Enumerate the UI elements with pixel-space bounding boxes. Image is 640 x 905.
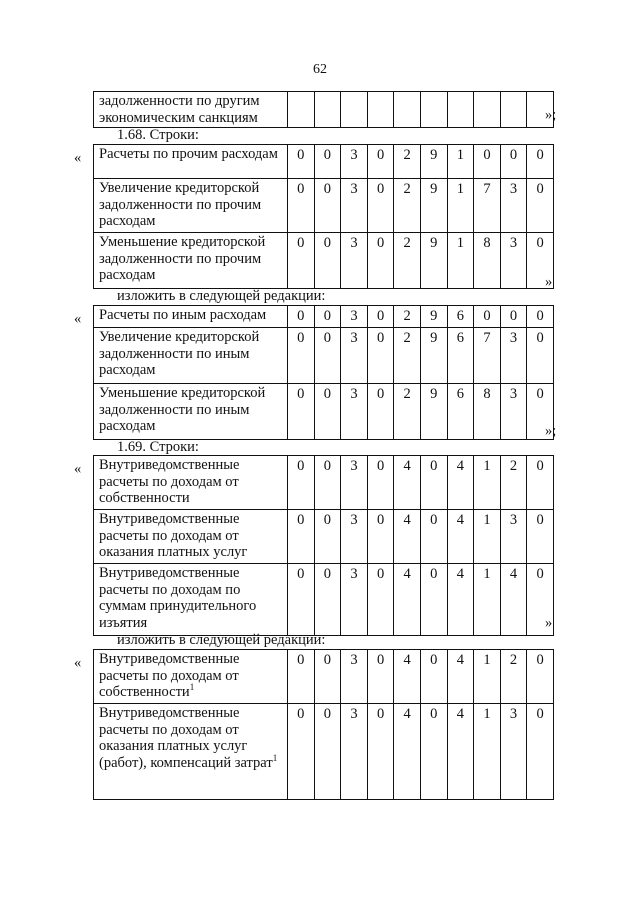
code-digit-cell: 4 bbox=[394, 510, 421, 564]
code-digit-cell: 0 bbox=[527, 650, 554, 704]
footnote-marker: 1 bbox=[189, 682, 195, 693]
code-digit-cell: 2 bbox=[500, 650, 527, 704]
code-digit-cell bbox=[367, 92, 394, 128]
row-label-text: Внутриведомственные расчеты по доходам от собственности bbox=[99, 457, 240, 506]
page-number: 62 bbox=[313, 62, 327, 77]
code-digit-cell: 1 bbox=[474, 704, 501, 800]
code-digit-cell: 0 bbox=[367, 179, 394, 233]
code-digit-cell: 0 bbox=[288, 145, 315, 179]
code-digit-cell: 1 bbox=[447, 233, 474, 289]
table-1-69-new bbox=[93, 649, 544, 800]
code-digit-cell: 4 bbox=[447, 704, 474, 800]
row-label bbox=[94, 704, 288, 800]
table-row bbox=[94, 456, 554, 510]
code-digit-cell: 1 bbox=[474, 564, 501, 636]
code-digit-cell: 2 bbox=[394, 145, 421, 179]
code-digit-cell: 4 bbox=[394, 704, 421, 800]
code-digit-cell: 0 bbox=[527, 384, 554, 440]
table bbox=[93, 649, 554, 800]
code-digit-cell: 0 bbox=[527, 145, 554, 179]
table-row bbox=[94, 233, 554, 289]
code-digit-cell: 0 bbox=[314, 179, 341, 233]
code-digit-cell: 1 bbox=[474, 456, 501, 510]
code-digit-cell: 3 bbox=[500, 510, 527, 564]
row-label-text: Внутриведомственные расчеты по доходам от собственности bbox=[99, 651, 240, 700]
code-digit-cell: 0 bbox=[314, 650, 341, 704]
table-top-fragment bbox=[93, 91, 544, 128]
row-label-text: Уменьшение кредиторской задолженности по иным расходам bbox=[99, 385, 266, 434]
table-row bbox=[94, 328, 554, 384]
row-label-text: Увеличение кредиторской задолженности по иным расходам bbox=[99, 329, 260, 378]
code-digit-cell: 0 bbox=[474, 145, 501, 179]
table bbox=[93, 455, 554, 636]
code-digit-cell: 3 bbox=[341, 564, 368, 636]
opening-quote: « bbox=[74, 461, 82, 477]
row-label-text: Внутриведомственные расчеты по доходам от оказания платных услуг (работ), компенсаций затрат bbox=[99, 705, 273, 771]
code-digit-cell: 3 bbox=[341, 179, 368, 233]
table-row bbox=[94, 510, 554, 564]
code-digit-cell: 0 bbox=[314, 328, 341, 384]
code-digit-cell: 4 bbox=[394, 456, 421, 510]
table-row bbox=[94, 384, 554, 440]
code-digit-cell: 1 bbox=[447, 145, 474, 179]
code-digit-cell: 0 bbox=[527, 233, 554, 289]
code-digit-cell: 0 bbox=[367, 145, 394, 179]
code-digit-cell: 9 bbox=[420, 233, 447, 289]
opening-quote: « bbox=[74, 655, 82, 671]
row-label bbox=[94, 564, 288, 636]
code-digit-cell: 0 bbox=[314, 704, 341, 800]
section-heading-1-68: 1.68. Строки: bbox=[117, 127, 199, 143]
table-1-68-new bbox=[93, 305, 544, 440]
code-digit-cell: 3 bbox=[500, 384, 527, 440]
code-digit-cell: 0 bbox=[367, 456, 394, 510]
code-digit-cell bbox=[420, 92, 447, 128]
code-digit-cell: 0 bbox=[367, 704, 394, 800]
row-label bbox=[94, 384, 288, 440]
code-digit-cell: 0 bbox=[527, 704, 554, 800]
code-digit-cell: 0 bbox=[288, 384, 315, 440]
code-digit-cell: 2 bbox=[394, 306, 421, 328]
code-digit-cell: 3 bbox=[341, 510, 368, 564]
code-digit-cell: 0 bbox=[314, 384, 341, 440]
code-digit-cell: 0 bbox=[367, 306, 394, 328]
code-digit-cell: 0 bbox=[288, 564, 315, 636]
code-digit-cell: 0 bbox=[500, 145, 527, 179]
code-digit-cell: 3 bbox=[500, 328, 527, 384]
code-digit-cell bbox=[314, 92, 341, 128]
section-heading-1-69: 1.69. Строки: bbox=[117, 439, 199, 455]
row-label-text: Внутриведомственные расчеты по доходам по суммам принудительного изъятия bbox=[99, 565, 257, 631]
row-label-text: Расчеты по прочим расходам bbox=[99, 146, 278, 162]
code-digit-cell: 0 bbox=[314, 510, 341, 564]
code-digit-cell: 0 bbox=[314, 456, 341, 510]
code-digit-cell: 2 bbox=[500, 456, 527, 510]
code-digit-cell: 0 bbox=[420, 564, 447, 636]
code-digit-cell: 9 bbox=[420, 179, 447, 233]
closing-quote: » bbox=[545, 274, 553, 290]
code-digit-cell: 9 bbox=[420, 145, 447, 179]
code-digit-cell: 4 bbox=[447, 510, 474, 564]
table-row bbox=[94, 650, 554, 704]
code-digit-cell: 0 bbox=[288, 233, 315, 289]
code-digit-cell bbox=[474, 92, 501, 128]
code-digit-cell: 3 bbox=[341, 704, 368, 800]
code-digit-cell: 3 bbox=[500, 179, 527, 233]
row-label bbox=[94, 510, 288, 564]
code-digit-cell: 0 bbox=[367, 650, 394, 704]
closing-quote: »; bbox=[545, 107, 557, 123]
code-digit-cell: 2 bbox=[394, 179, 421, 233]
row-label bbox=[94, 306, 288, 328]
code-digit-cell: 3 bbox=[341, 650, 368, 704]
closing-quote: »; bbox=[545, 423, 557, 439]
row-label bbox=[94, 456, 288, 510]
row-label bbox=[94, 145, 288, 179]
code-digit-cell: 1 bbox=[447, 179, 474, 233]
row-label-text: задолженности по другим экономическим санкциям bbox=[99, 93, 260, 126]
code-digit-cell: 0 bbox=[367, 564, 394, 636]
table-1-68-old bbox=[93, 144, 544, 289]
code-digit-cell: 0 bbox=[288, 510, 315, 564]
code-digit-cell: 9 bbox=[420, 328, 447, 384]
code-digit-cell: 3 bbox=[341, 306, 368, 328]
table bbox=[93, 91, 557, 128]
code-digit-cell: 1 bbox=[474, 510, 501, 564]
code-digit-cell: 2 bbox=[394, 384, 421, 440]
table-row bbox=[94, 306, 554, 328]
code-digit-cell: 3 bbox=[500, 704, 527, 800]
code-digit-cell: 0 bbox=[288, 456, 315, 510]
code-digit-cell: 9 bbox=[420, 306, 447, 328]
code-digit-cell: 0 bbox=[288, 179, 315, 233]
code-digit-cell: 0 bbox=[500, 306, 527, 328]
code-digit-cell: 6 bbox=[447, 384, 474, 440]
code-digit-cell: 0 bbox=[420, 650, 447, 704]
table-row bbox=[94, 704, 554, 800]
code-digit-cell: 4 bbox=[447, 456, 474, 510]
table-1-69-old bbox=[93, 455, 544, 636]
table-row bbox=[94, 179, 554, 233]
code-digit-cell: 3 bbox=[341, 456, 368, 510]
code-digit-cell: 3 bbox=[341, 145, 368, 179]
code-digit-cell: 3 bbox=[341, 233, 368, 289]
code-digit-cell: 0 bbox=[420, 704, 447, 800]
row-label bbox=[94, 179, 288, 233]
code-digit-cell: 0 bbox=[288, 650, 315, 704]
code-digit-cell: 0 bbox=[474, 306, 501, 328]
code-digit-cell: 9 bbox=[420, 384, 447, 440]
code-digit-cell: 0 bbox=[367, 233, 394, 289]
code-digit-cell: 0 bbox=[527, 456, 554, 510]
code-digit-cell: 0 bbox=[314, 233, 341, 289]
code-digit-cell: 4 bbox=[394, 564, 421, 636]
code-digit-cell: 0 bbox=[420, 510, 447, 564]
table-row bbox=[94, 564, 554, 636]
row-label-text: Уменьшение кредиторской задолженности по прочим расходам bbox=[99, 234, 266, 283]
code-digit-cell: 2 bbox=[394, 328, 421, 384]
code-digit-cell: 0 bbox=[314, 145, 341, 179]
code-digit-cell: 0 bbox=[367, 384, 394, 440]
code-digit-cell: 4 bbox=[447, 564, 474, 636]
code-digit-cell: 0 bbox=[527, 179, 554, 233]
row-label bbox=[94, 233, 288, 289]
code-digit-cell: 3 bbox=[341, 328, 368, 384]
closing-quote: » bbox=[545, 615, 553, 631]
code-digit-cell: 0 bbox=[288, 306, 315, 328]
table bbox=[93, 144, 554, 289]
row-label-text: Увеличение кредиторской задолженности по прочим расходам bbox=[99, 180, 262, 229]
code-digit-cell: 8 bbox=[474, 384, 501, 440]
code-digit-cell: 0 bbox=[288, 328, 315, 384]
code-digit-cell: 0 bbox=[527, 510, 554, 564]
code-digit-cell: 1 bbox=[474, 650, 501, 704]
code-digit-cell: 0 bbox=[367, 328, 394, 384]
code-digit-cell: 4 bbox=[500, 564, 527, 636]
code-digit-cell: 6 bbox=[447, 328, 474, 384]
table-row bbox=[94, 145, 554, 179]
code-digit-cell bbox=[288, 92, 315, 128]
replace-instruction: изложить в следующей редакции: bbox=[117, 288, 326, 304]
code-digit-cell: 0 bbox=[314, 564, 341, 636]
table bbox=[93, 305, 557, 440]
code-digit-cell: 8 bbox=[474, 233, 501, 289]
row-label bbox=[94, 650, 288, 704]
row-label-text: Внутриведомственные расчеты по доходам от оказания платных услуг bbox=[99, 511, 248, 560]
code-digit-cell: 0 bbox=[367, 510, 394, 564]
opening-quote: « bbox=[74, 311, 82, 327]
table-row bbox=[94, 92, 554, 128]
replace-instruction: изложить в следующей редакции: bbox=[117, 632, 326, 648]
code-digit-cell: 3 bbox=[500, 233, 527, 289]
code-digit-cell: 0 bbox=[527, 564, 554, 636]
code-digit-cell bbox=[500, 92, 527, 128]
code-digit-cell: 0 bbox=[527, 306, 554, 328]
code-digit-cell: 2 bbox=[394, 233, 421, 289]
code-digit-cell bbox=[447, 92, 474, 128]
footnote-marker: 1 bbox=[272, 752, 278, 763]
opening-quote: « bbox=[74, 150, 82, 166]
row-label-text: Расчеты по иным расходам bbox=[99, 307, 267, 323]
code-digit-cell: 0 bbox=[420, 456, 447, 510]
code-digit-cell: 0 bbox=[288, 704, 315, 800]
code-digit-cell: 0 bbox=[314, 306, 341, 328]
code-digit-cell: 0 bbox=[527, 328, 554, 384]
code-digit-cell: 7 bbox=[474, 179, 501, 233]
code-digit-cell: 4 bbox=[447, 650, 474, 704]
row-label bbox=[94, 328, 288, 384]
code-digit-cell: 6 bbox=[447, 306, 474, 328]
code-digit-cell: 7 bbox=[474, 328, 501, 384]
code-digit-cell: 4 bbox=[394, 650, 421, 704]
code-digit-cell bbox=[341, 92, 368, 128]
code-digit-cell bbox=[394, 92, 421, 128]
code-digit-cell: 3 bbox=[341, 384, 368, 440]
row-label bbox=[94, 92, 288, 128]
